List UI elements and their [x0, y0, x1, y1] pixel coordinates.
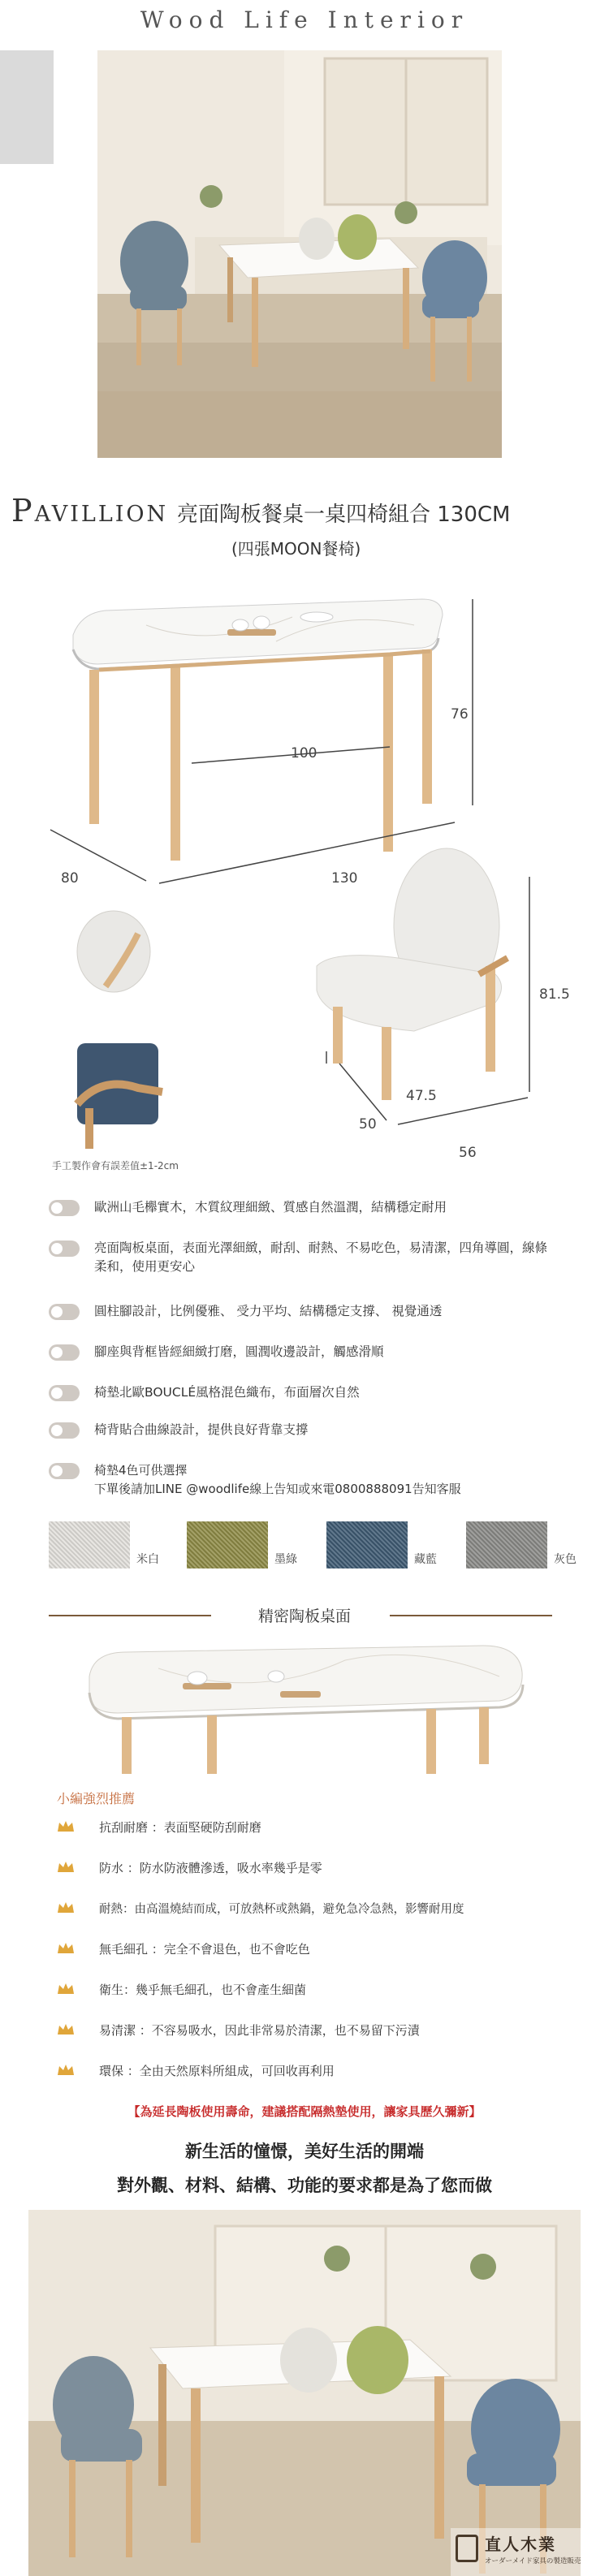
toggle-icon: [49, 1241, 80, 1257]
chair-dimension-diagram: [300, 844, 601, 1185]
dim-chair-seat: 47.5: [406, 1088, 437, 1104]
swatch-label: 灰色: [554, 1553, 577, 1566]
chair-drawing: [300, 844, 601, 1185]
hero-photo: [97, 50, 502, 458]
section-divider-right: [390, 1615, 552, 1616]
dim-chair-depth: 50: [359, 1116, 377, 1133]
crown-icon: [57, 2023, 75, 2036]
dim-table-inner: 100: [291, 745, 317, 762]
swatch-green[interactable]: [187, 1521, 268, 1568]
dim-table-depth: 80: [61, 870, 79, 887]
feature-text: 亮面陶板桌面，表面光澤細緻，耐刮、耐熱、不易吃色，易清潔，四角導圓，線條柔和，使用更安心: [94, 1241, 548, 1274]
slogan-line1: 新生活的憧憬，美好生活的開端: [185, 2142, 424, 2161]
toggle-icon: [49, 1344, 80, 1361]
logo-badge: [451, 2528, 581, 2576]
handmade-note: 手工製作會有誤差值±1-2cm: [52, 1160, 179, 1171]
product-title-cjk: 亮面陶板餐桌一桌四椅組合 130CM: [176, 503, 511, 527]
toggle-icon: [49, 1385, 80, 1401]
brand-title: Wood Life Interior: [140, 6, 469, 33]
slogan-line2: 對外觀、材料、結構、功能的要求都是為了您而做: [117, 2176, 492, 2195]
feature-text: 腳座與背框皆經細緻打磨，圓潤收邊設計，觸感滑順: [94, 1344, 384, 1359]
color-swatches: [49, 1521, 585, 1578]
section-divider-left: [49, 1615, 211, 1616]
dim-table-width: 130: [331, 870, 358, 887]
feature-text: 椅背貼合曲線設計，提供良好背靠支撐: [94, 1422, 309, 1437]
feature-text: 椅墊4色可供選擇 下單後請加LINE @woodlife線上告知或來電0800888091告知客服: [94, 1463, 461, 1496]
crown-icon: [57, 1983, 75, 1996]
bottom-scene: [28, 2210, 581, 2576]
toggle-icon: [49, 1422, 80, 1439]
logo-sub: オーダーメイド家具の製造販売: [485, 2557, 581, 2565]
recommend-item: 防水 ：防水防液體滲透，吸水率幾乎是零: [99, 1861, 322, 1875]
product-title: [11, 493, 510, 529]
swatch-cream[interactable]: [49, 1521, 130, 1568]
dim-chair-height: 81.5: [539, 986, 570, 1003]
swatch-gray[interactable]: [466, 1521, 547, 1568]
warning-text: 【為延長陶板使用壽命，建議搭配隔熱墊使用，讓家具歷久彌新】: [127, 2104, 482, 2119]
dim-chair-width: 56: [459, 1145, 477, 1161]
recommend-item: 耐熱：由高溫燒結而成，可放熱杯或熱鍋，避免急冷急熱，影響耐用度: [99, 1903, 464, 1916]
chair-fabric-closeup: [53, 1043, 166, 1149]
swatch-label: 墨綠: [274, 1553, 297, 1566]
swatch-navy[interactable]: [326, 1521, 408, 1568]
chair-back-icon-art: [49, 909, 171, 1007]
recommend-item: 抗刮耐磨 ：表面堅硬防刮耐磨: [99, 1820, 261, 1835]
recommend-item: 衛生：幾乎無毛細孔，也不會產生細菌: [99, 1983, 307, 1997]
decor-bar: [0, 50, 54, 164]
crown-icon: [57, 1861, 75, 1874]
ceramic-table-art: [77, 1636, 532, 1774]
recommend-heading: 小編強烈推薦: [57, 1791, 136, 1806]
feature-text: 椅墊北歐BOUCLÉ風格混色織布，布面層次自然: [94, 1385, 360, 1400]
chair-back-closeup: [49, 909, 171, 1007]
toggle-icon: [49, 1304, 80, 1320]
swatch-label: 米白: [136, 1553, 159, 1566]
logo-icon: [456, 2535, 478, 2562]
crown-icon: [57, 1942, 75, 1955]
ceramic-table-image: [77, 1636, 532, 1774]
crown-icon: [57, 1901, 75, 1914]
crown-icon: [57, 1820, 75, 1833]
product-title-latin: Pavillion: [11, 493, 169, 529]
dim-table-height: 76: [451, 706, 469, 723]
fabric-art: [53, 1043, 166, 1149]
section-title: 精密陶板桌面: [257, 1607, 351, 1625]
feature-text: 歐洲山毛櫸實木，木質紋理細緻、質感自然溫潤，結構穩定耐用: [94, 1200, 447, 1215]
hero-scene: [97, 50, 502, 458]
logo-main: 直人木業: [485, 2535, 556, 2554]
feature-text: 圓柱腳設計，比例優雅、 受力平均、結構穩定支撐、 視覺通透: [94, 1304, 443, 1318]
bottom-photo: [28, 2210, 581, 2576]
toggle-icon: [49, 1463, 80, 1479]
product-subtitle: (四張MOON餐椅): [231, 539, 361, 559]
recommend-item: 環保 ：全由天然原料所組成，可回收再利用: [99, 2064, 335, 2078]
toggle-icon: [49, 1200, 80, 1216]
swatch-label: 藏藍: [414, 1553, 437, 1566]
recommend-item: 易清潔 ：不容易吸水，因此非常易於清潔，也不易留下污漬: [99, 2023, 420, 2038]
crown-icon: [57, 2064, 75, 2077]
recommend-item: 無毛細孔 ：完全不會退色，也不會吃色: [99, 1942, 310, 1957]
